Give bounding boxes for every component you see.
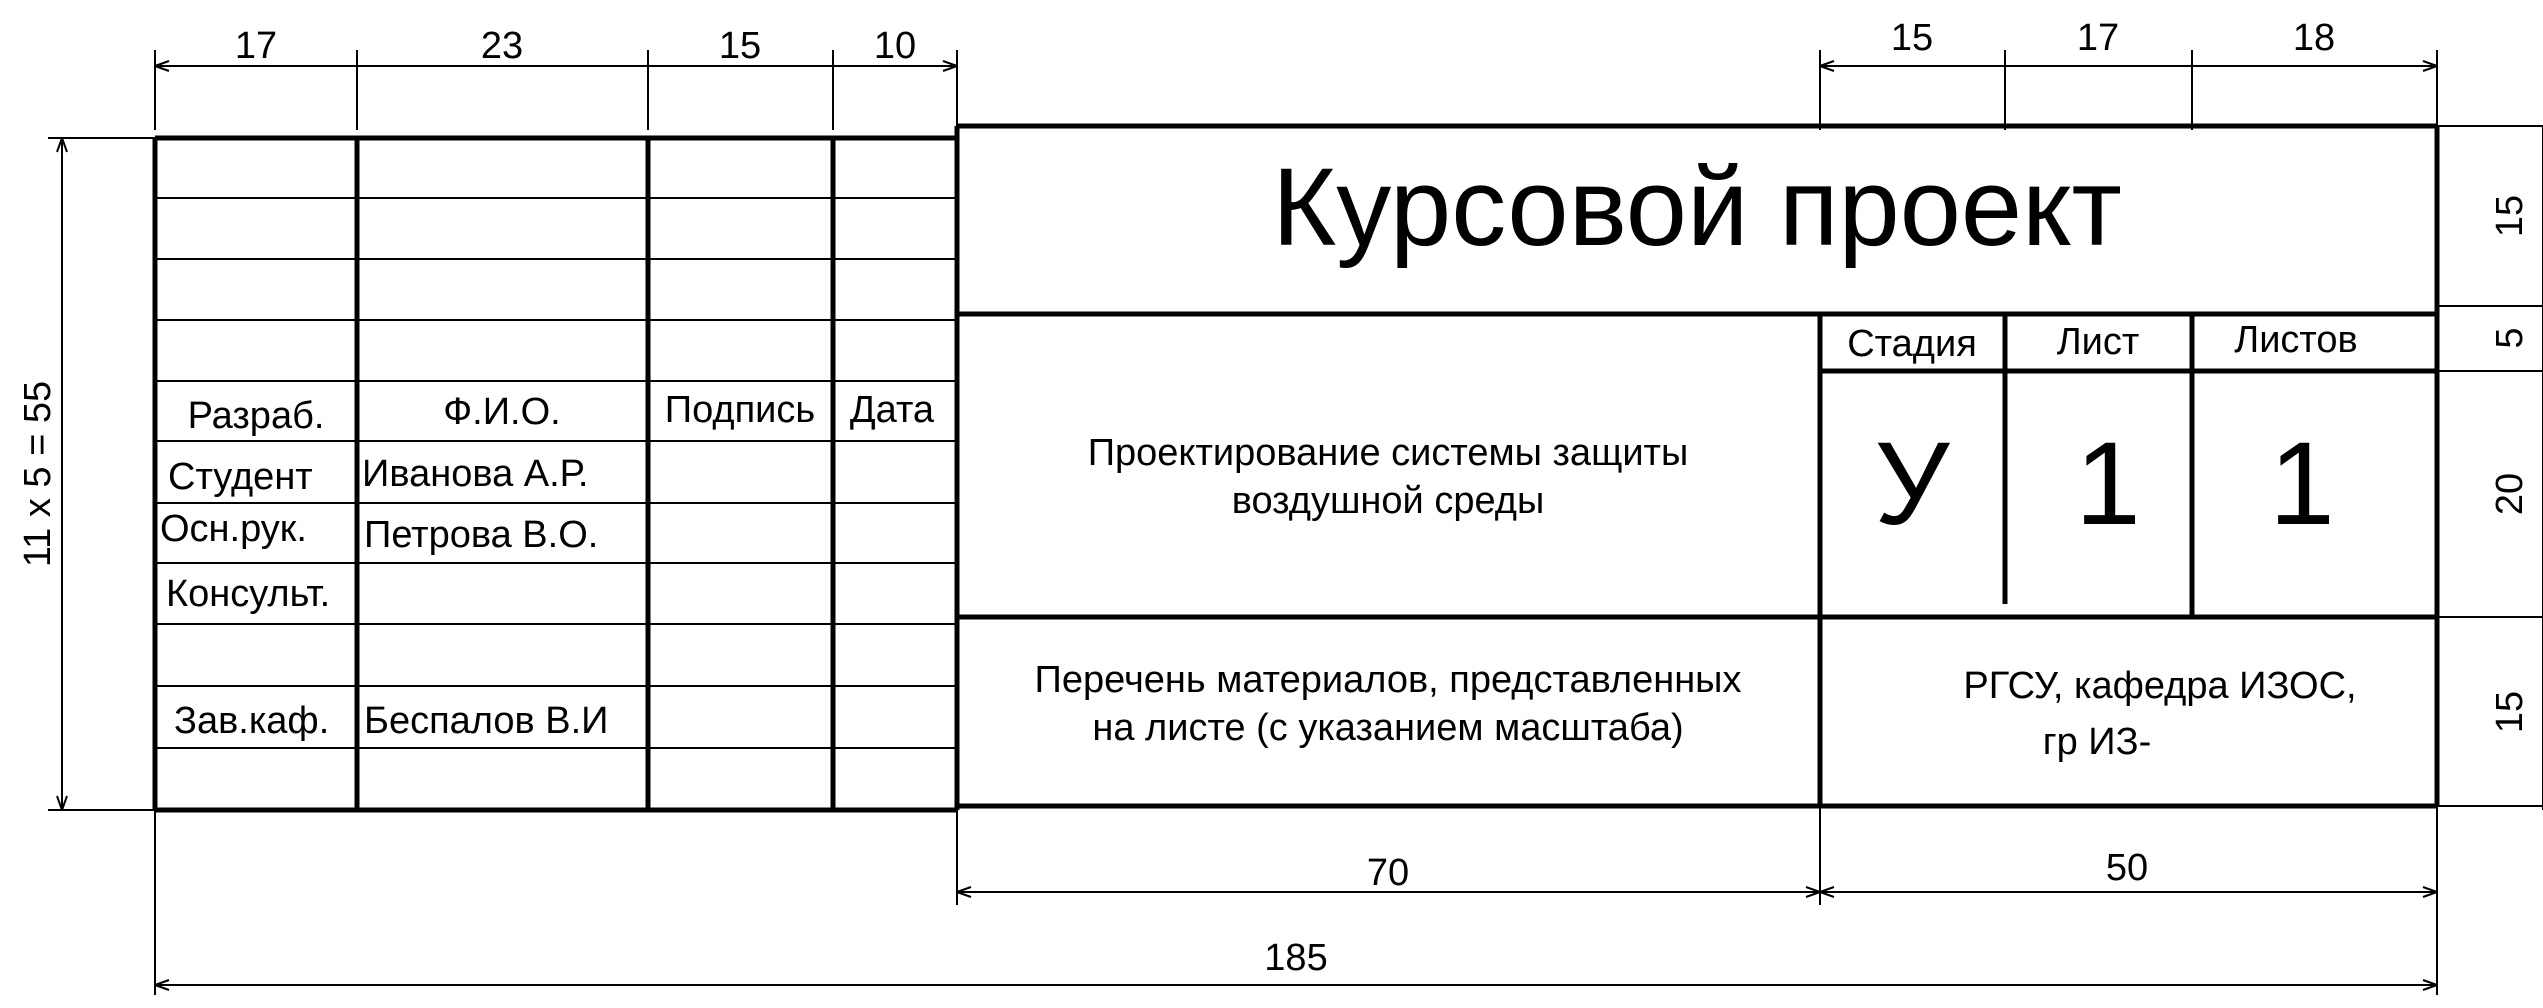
dim-sheet-width: 17: [2076, 17, 2120, 59]
sheet-value: 1: [2075, 418, 2141, 550]
dim-sheets-width: 18: [2292, 17, 2336, 59]
header-signature: Подпись: [664, 389, 816, 431]
name-student: Иванова А.Р.: [362, 453, 589, 495]
materials-line-2: на листе (с указанием масштаба): [1092, 707, 1684, 749]
dim-23: 23: [480, 25, 524, 67]
dim-10: 10: [873, 25, 917, 67]
name-supervisor: Петрова В.О.: [364, 514, 599, 556]
stage-value: У: [1874, 418, 1950, 550]
sheets-label: Листов: [2234, 319, 2358, 361]
role-supervisor: Осн.рук.: [160, 508, 307, 550]
document-title: Курсовой проект: [1272, 146, 2122, 269]
dim-15: 15: [718, 25, 762, 67]
dim-org-height: 15: [2489, 690, 2531, 734]
sheets-value: 1: [2269, 418, 2335, 550]
dim-185: 185: [1264, 937, 1328, 979]
topic-line-2: воздушной среды: [1231, 480, 1545, 522]
role-head: Зав.каф.: [174, 700, 330, 742]
dim-header-height: 5: [2489, 327, 2531, 349]
dim-50: 50: [2105, 847, 2149, 889]
dim-total-height: 11 x 5 = 55: [17, 380, 59, 568]
stage-label: Стадия: [1847, 323, 1977, 365]
topic-line-1: Проектирование системы защиты: [1087, 432, 1689, 474]
role-consultant: Консульт.: [166, 573, 331, 615]
dim-stage-width: 15: [1890, 17, 1934, 59]
dim-70: 70: [1366, 852, 1410, 894]
name-head: Беспалов В.И: [364, 700, 609, 742]
organization-line-2: гр ИЗ-: [2042, 721, 2152, 763]
sheet-label: Лист: [2056, 321, 2140, 363]
role-student: Студент: [168, 456, 313, 498]
dim-title-height: 15: [2489, 194, 2531, 238]
header-date: Дата: [849, 389, 935, 431]
header-name: Ф.И.О.: [443, 391, 561, 433]
header-role: Разраб.: [187, 395, 325, 437]
title-block-text: [1035, 146, 2358, 763]
organization-line-1: РГСУ, кафедра ИЗОС,: [1963, 665, 2357, 707]
dim-17: 17: [234, 25, 278, 67]
dim-values-height: 20: [2489, 472, 2531, 516]
materials-line-1: Перечень материалов, представленных: [1034, 659, 1742, 701]
